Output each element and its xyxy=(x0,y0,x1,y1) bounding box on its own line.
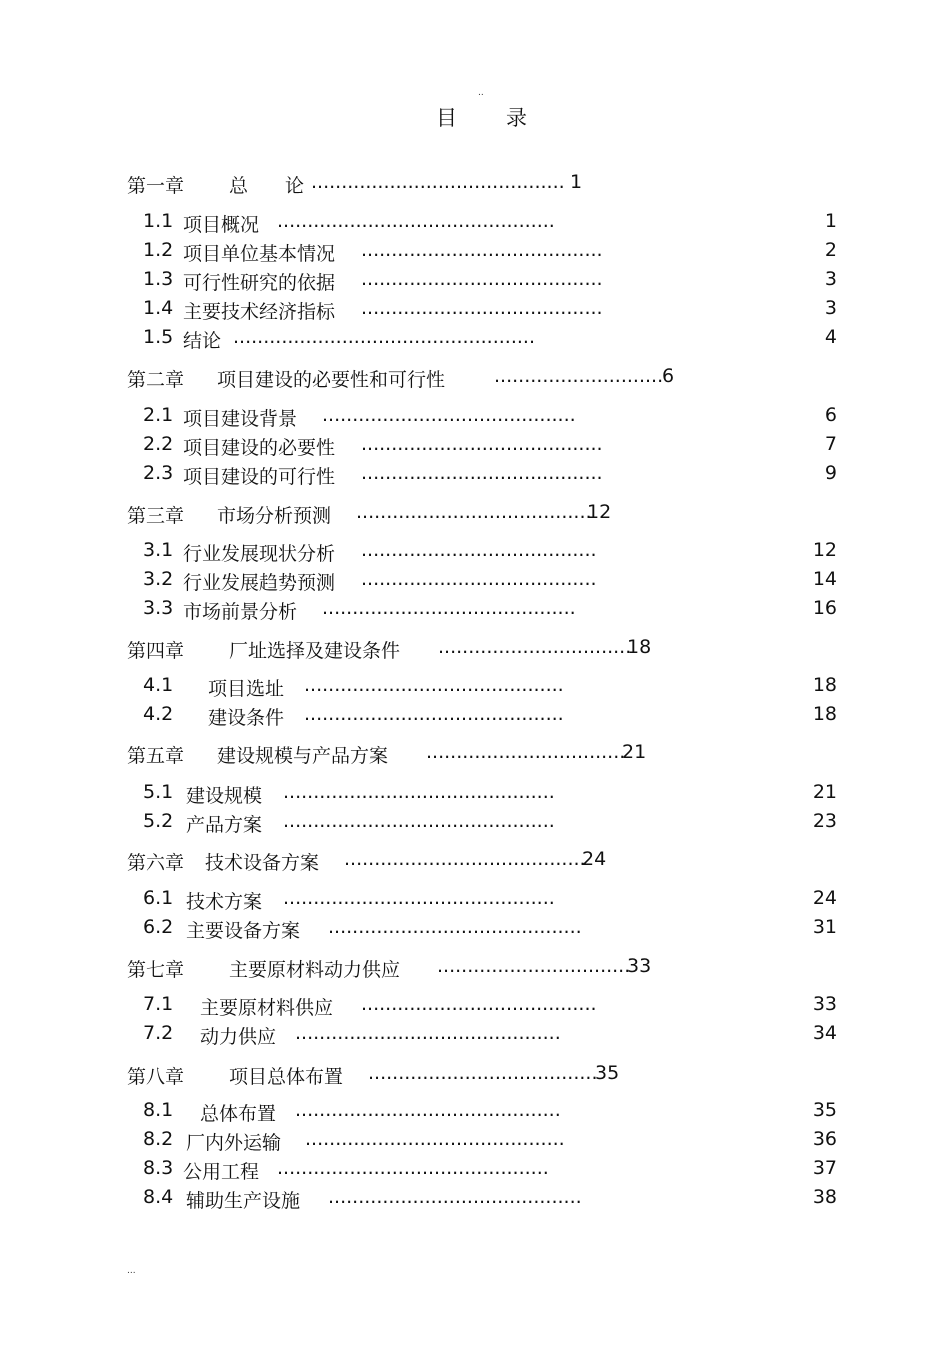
chapter-page: 18 xyxy=(627,636,652,658)
section-title: 项目建设的可行性 xyxy=(183,466,336,488)
chapter-title: 项目总体布置 xyxy=(229,1066,344,1088)
section-page: 3 xyxy=(824,268,837,290)
section-dots: ............................................. xyxy=(283,781,555,803)
section-dots: .......................................... xyxy=(328,1186,582,1208)
chapter-label: 第五章 xyxy=(127,745,185,767)
section-dots: ........................................ xyxy=(361,239,603,261)
section-dots: ........................................... xyxy=(305,1128,565,1150)
section-page: 14 xyxy=(812,568,837,590)
chapter-dots: ............................ xyxy=(494,365,664,387)
footer-mark: ... xyxy=(127,1266,136,1276)
chapter-title: 厂址选择及建设条件 xyxy=(229,640,401,662)
section-page: 37 xyxy=(812,1157,837,1179)
chapter-title-2: 论 xyxy=(285,175,305,197)
chapter-page: 35 xyxy=(595,1062,620,1084)
section-title: 技术方案 xyxy=(186,891,263,913)
section-title: 项目建设背景 xyxy=(183,408,298,430)
section-page: 36 xyxy=(812,1128,837,1150)
section-title: 项目选址 xyxy=(208,678,285,700)
section-title: 建设条件 xyxy=(208,707,285,729)
chapter-dots: .......................................... xyxy=(311,171,565,193)
section-dots: ....................................... xyxy=(361,993,597,1015)
section-number: 3.3 xyxy=(143,597,174,619)
section-page: 23 xyxy=(812,810,837,832)
section-dots: ........................................... xyxy=(304,703,564,725)
section-number: 4.1 xyxy=(143,674,174,696)
section-page: 1 xyxy=(824,210,837,232)
section-title: 项目单位基本情况 xyxy=(183,243,336,265)
section-number: 6.2 xyxy=(143,916,174,938)
chapter-label: 第八章 xyxy=(127,1066,185,1088)
section-title: 行业发展现状分析 xyxy=(183,543,336,565)
section-dots: ....................................... xyxy=(361,539,597,561)
chapter-page: 1 xyxy=(570,171,583,193)
section-page: 21 xyxy=(812,781,837,803)
chapter-title: 总 xyxy=(229,175,249,197)
section-title: 市场前景分析 xyxy=(183,601,298,623)
section-dots: ........................................ xyxy=(361,433,603,455)
section-page: 34 xyxy=(812,1022,837,1044)
chapter-label: 第二章 xyxy=(127,369,185,391)
section-dots: .................................................. xyxy=(233,326,535,348)
section-page: 16 xyxy=(812,597,837,619)
section-number: 8.1 xyxy=(143,1099,174,1121)
section-number: 1.2 xyxy=(143,239,174,261)
section-number: 5.1 xyxy=(143,781,174,803)
section-page: 33 xyxy=(812,993,837,1015)
section-dots: .......................................... xyxy=(322,597,576,619)
section-dots: .............................................. xyxy=(277,210,555,232)
section-dots: .......................................... xyxy=(328,916,582,938)
section-page: 2 xyxy=(824,239,837,261)
section-page: 35 xyxy=(812,1099,837,1121)
section-number: 8.3 xyxy=(143,1157,174,1179)
chapter-dots: ...................................... xyxy=(368,1062,598,1084)
section-dots: ........................................ xyxy=(361,268,603,290)
section-title: 主要设备方案 xyxy=(186,920,301,942)
section-dots: ............................................. xyxy=(283,810,555,832)
section-page: 4 xyxy=(824,326,837,348)
section-title: 产品方案 xyxy=(186,814,263,836)
chapter-page: 12 xyxy=(587,501,612,523)
section-number: 6.1 xyxy=(143,887,174,909)
section-page: 3 xyxy=(824,297,837,319)
chapter-label: 第一章 xyxy=(127,175,185,197)
section-title: 可行性研究的依据 xyxy=(183,272,336,294)
section-number: 4.2 xyxy=(143,703,174,725)
section-number: 1.5 xyxy=(143,326,174,348)
section-dots: ........................................ xyxy=(361,462,603,484)
toc-title-char-2: 录 xyxy=(506,106,528,130)
section-number: 3.1 xyxy=(143,539,174,561)
section-title: 动力供应 xyxy=(200,1026,277,1048)
section-page: 18 xyxy=(812,703,837,725)
section-number: 5.2 xyxy=(143,810,174,832)
chapter-page: 24 xyxy=(582,848,607,870)
section-title: 项目概况 xyxy=(183,214,260,236)
section-dots: .......................................... xyxy=(322,404,576,426)
section-page: 24 xyxy=(812,887,837,909)
section-dots: ............................................ xyxy=(295,1022,561,1044)
section-number: 8.2 xyxy=(143,1128,174,1150)
section-title: 建设规模 xyxy=(186,785,263,807)
section-dots: ........................................ xyxy=(361,297,603,319)
section-number: 7.1 xyxy=(143,993,174,1015)
section-page: 6 xyxy=(824,404,837,426)
section-page: 38 xyxy=(812,1186,837,1208)
section-page: 7 xyxy=(824,433,837,455)
section-dots: ............................................. xyxy=(277,1157,549,1179)
section-title: 项目建设的必要性 xyxy=(183,437,336,459)
header-mark: .. xyxy=(478,88,484,98)
section-number: 1.4 xyxy=(143,297,174,319)
chapter-page: 6 xyxy=(662,365,675,387)
section-page: 31 xyxy=(812,916,837,938)
chapter-dots: ................................ xyxy=(437,955,631,977)
chapter-label: 第三章 xyxy=(127,505,185,527)
section-dots: ....................................... xyxy=(361,568,597,590)
section-number: 1.3 xyxy=(143,268,174,290)
section-number: 8.4 xyxy=(143,1186,174,1208)
section-number: 3.2 xyxy=(143,568,174,590)
chapter-label: 第四章 xyxy=(127,640,185,662)
chapter-title: 主要原材料动力供应 xyxy=(229,959,401,981)
chapter-dots: ................................ xyxy=(438,636,632,658)
chapter-label: 第六章 xyxy=(127,852,185,874)
section-dots: ............................................ xyxy=(295,1099,561,1121)
chapter-page: 21 xyxy=(622,741,647,763)
section-title: 主要技术经济指标 xyxy=(183,301,336,323)
chapter-dots: ................................. xyxy=(426,741,626,763)
section-dots: ............................................. xyxy=(283,887,555,909)
chapter-label: 第七章 xyxy=(127,959,185,981)
section-number: 2.3 xyxy=(143,462,174,484)
section-dots: ........................................... xyxy=(304,674,564,696)
chapter-title: 项目建设的必要性和可行性 xyxy=(217,369,446,391)
toc-title-char-1: 目 xyxy=(436,106,458,130)
section-title: 总体布置 xyxy=(200,1103,277,1125)
section-number: 2.1 xyxy=(143,404,174,426)
section-page: 9 xyxy=(824,462,837,484)
section-number: 1.1 xyxy=(143,210,174,232)
chapter-dots: ........................................ xyxy=(344,848,586,870)
chapter-title: 技术设备方案 xyxy=(205,852,320,874)
section-title: 结论 xyxy=(183,330,222,352)
section-title: 厂内外运输 xyxy=(186,1132,282,1154)
section-number: 2.2 xyxy=(143,433,174,455)
section-title: 公用工程 xyxy=(183,1161,260,1183)
section-title: 主要原材料供应 xyxy=(200,997,334,1019)
section-page: 18 xyxy=(812,674,837,696)
section-title: 辅助生产设施 xyxy=(186,1190,301,1212)
chapter-title: 建设规模与产品方案 xyxy=(217,745,389,767)
chapter-dots: ....................................... xyxy=(356,501,592,523)
section-title: 行业发展趋势预测 xyxy=(183,572,336,594)
chapter-page: 33 xyxy=(627,955,652,977)
section-page: 12 xyxy=(812,539,837,561)
chapter-title: 市场分析预测 xyxy=(217,505,332,527)
section-number: 7.2 xyxy=(143,1022,174,1044)
